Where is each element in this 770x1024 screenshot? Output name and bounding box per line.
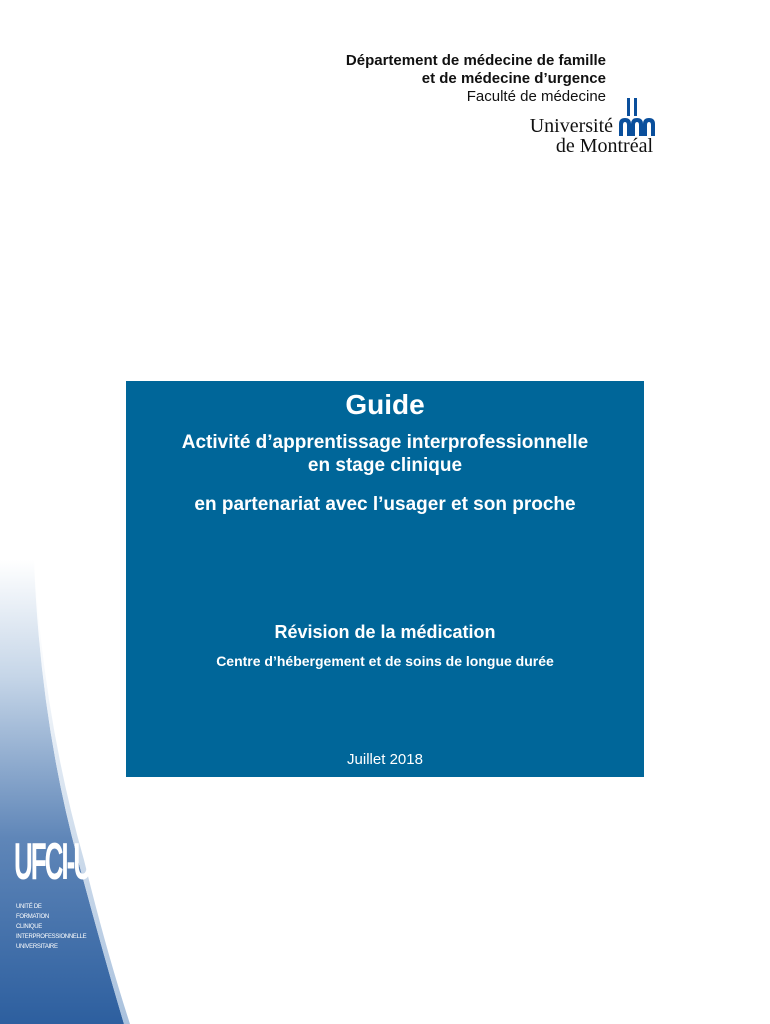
publication-date: Juillet 2018 — [347, 751, 423, 768]
university-name-line1: Université — [529, 115, 613, 137]
university-logo — [505, 96, 665, 160]
ufciu-full-name — [16, 902, 86, 952]
department-line2: et de médecine d’urgence — [421, 70, 606, 87]
ufciu-line2: FORMATION — [16, 914, 49, 920]
subtitle-block — [126, 431, 644, 477]
cover-title-box — [126, 381, 644, 777]
ufciu-line3: CLINIQUE — [16, 924, 42, 930]
decorative-side-band — [0, 560, 130, 1024]
ufciu-line4: INTERPROFESSIONNELLE — [16, 934, 87, 940]
university-name-line2: de Montréal — [555, 135, 653, 157]
subtitle-line3: en partenariat avec l’usager et son proche — [194, 494, 576, 515]
faculty-name: Faculté de médecine — [466, 88, 606, 105]
subtitle-line2: en stage clinique — [307, 455, 463, 476]
revision-title: Révision de la médication — [274, 622, 496, 642]
ufciu-line5: UNIVERSITAIRE — [16, 944, 58, 950]
department-line1: Département de médecine de famille — [345, 52, 606, 69]
ufciu-logo — [14, 832, 194, 950]
udem-emblem-icon — [617, 98, 657, 138]
ufciu-acronym: UFCI-U — [14, 833, 91, 891]
centre-name: Centre d’hébergement et de soins de longue durée — [216, 653, 554, 669]
subtitle-line1: Activité d’apprentissage interprofessionnelle — [181, 432, 589, 453]
ufciu-line1: UNITÉ DE — [16, 904, 42, 910]
guide-title: Guide — [345, 389, 425, 420]
